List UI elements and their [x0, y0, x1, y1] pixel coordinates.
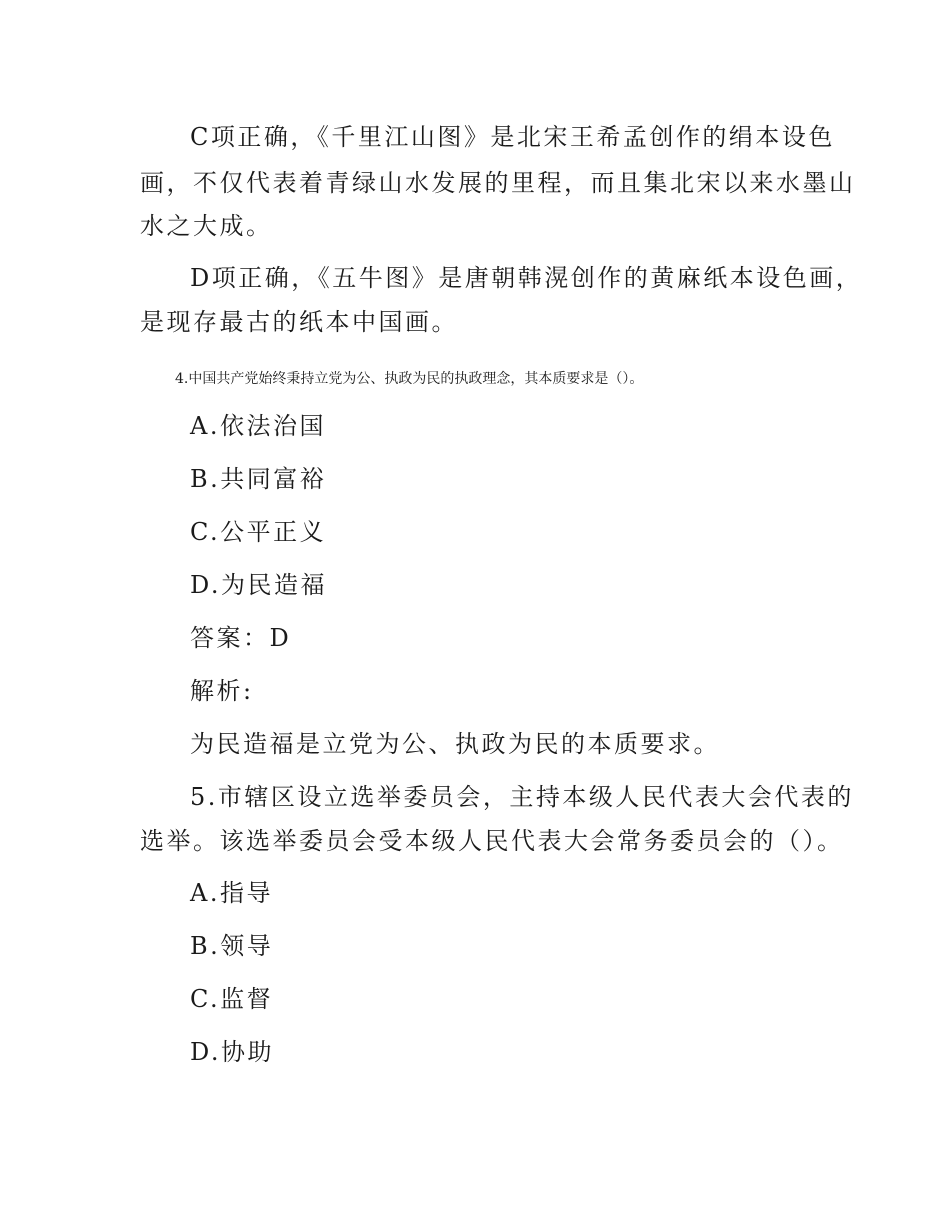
question-5-option-b: B.领导 — [190, 932, 274, 960]
question-5-option-d: D.协助 — [190, 1038, 275, 1066]
question-4-option-d: D.为民造福 — [190, 571, 328, 599]
question-4-option-c: C.公平正义 — [190, 518, 327, 546]
analysis-c-line-3: 水之大成。 — [140, 212, 273, 240]
question-4-stem: 4.中国共产党始终秉持立党为公、执政为民的执政理念，其本质要求是（）。 — [175, 371, 644, 387]
question-5-option-a: A.指导 — [190, 879, 273, 907]
analysis-c-line-2: 画，不仅代表着青绿山水发展的里程，而且集北宋以来水墨山 — [140, 169, 856, 197]
question-4-answer: 答案：D — [190, 624, 292, 652]
question-5-option-c: C.监督 — [190, 985, 274, 1013]
question-4-option-b: B.共同富裕 — [190, 465, 327, 493]
analysis-c-line-1: C项正确，《千里江山图》是北宋王希孟创作的绢本设色 — [190, 123, 835, 151]
question-4-option-a: A.依法治国 — [190, 412, 326, 440]
analysis-d-line-1: D项正确，《五牛图》是唐朝韩滉创作的黄麻纸本设色画， — [190, 264, 863, 292]
analysis-d-line-2: 是现存最古的纸本中国画。 — [140, 308, 458, 336]
question-4-analysis: 为民造福是立党为公、执政为民的本质要求。 — [190, 730, 720, 758]
question-5-stem-line-2: 选举。该选举委员会受本级人民代表大会常务委员会的（）。 — [140, 827, 844, 855]
question-5-stem-line-1: 5.市辖区设立选举委员会，主持本级人民代表大会代表的 — [190, 783, 854, 811]
question-4-analysis-label: 解析: — [190, 677, 254, 705]
